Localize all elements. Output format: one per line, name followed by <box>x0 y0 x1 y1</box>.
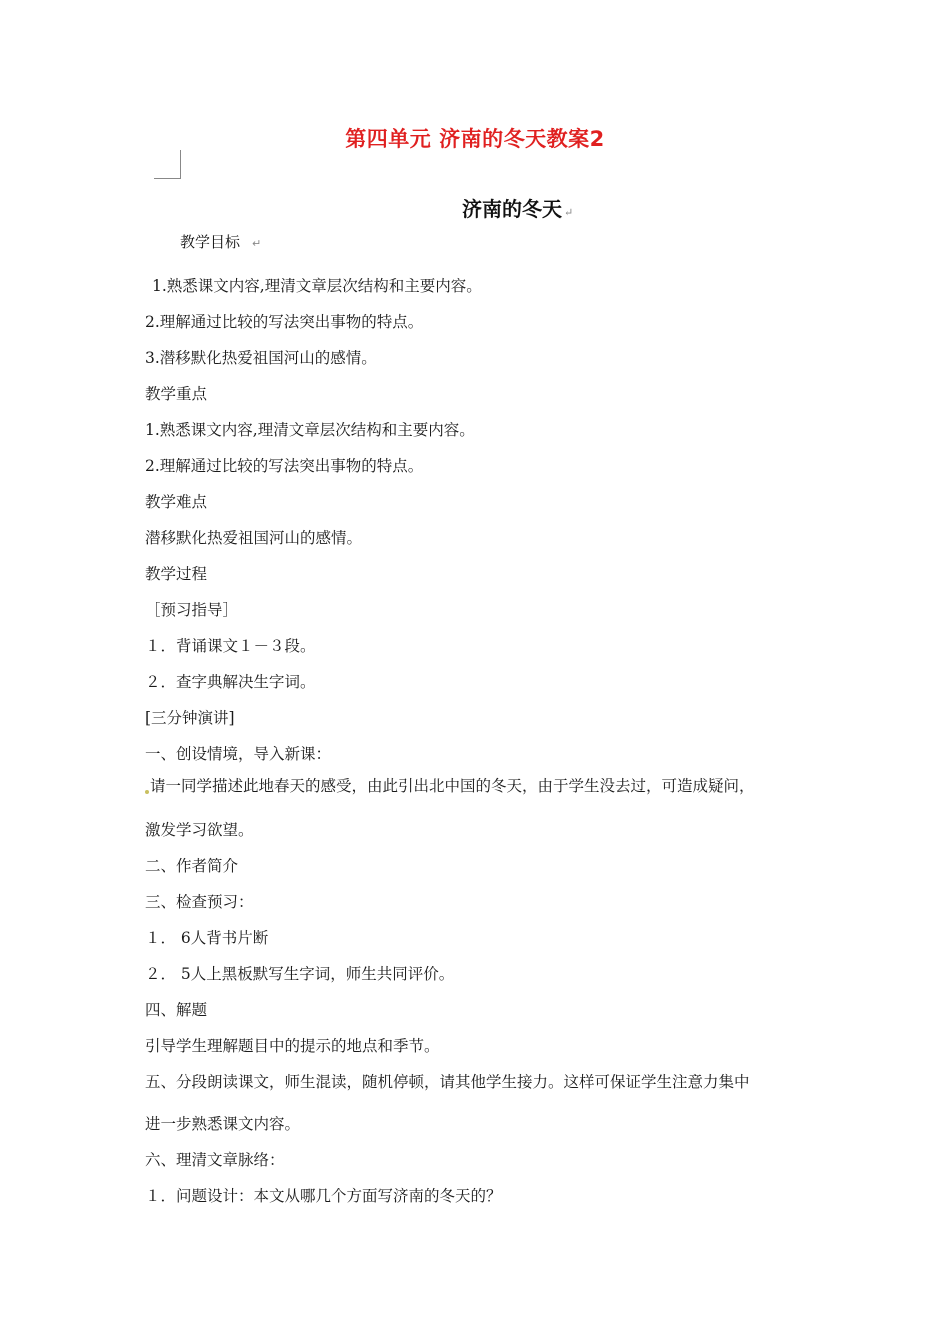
section-3-heading: 三、检查预习： <box>145 893 254 911</box>
page-corner-mark <box>154 150 181 179</box>
difficulty-heading: 教学难点 <box>145 493 208 511</box>
preview-item-1: １．背诵课文１－３段。 <box>145 637 316 655</box>
lesson-subtitle-text: 济南的冬天 <box>462 197 562 221</box>
edit-mark-icon <box>145 790 149 794</box>
objective-line-1: 1.熟悉课文内容,理清文章层次结构和主要内容。 <box>152 277 482 295</box>
section-6-item-1: １．问题设计：本文从哪几个方面写济南的冬天的？ <box>145 1187 502 1205</box>
paragraph-mark-icon: ↵ <box>252 237 262 250</box>
lesson-subtitle <box>462 193 573 222</box>
section-6-heading: 六、理清文章脉络： <box>145 1151 285 1169</box>
section-4-heading: 四、解题 <box>145 1001 208 1019</box>
section-3-item-1: １． 6人背书片断 <box>145 929 269 947</box>
objective-line-2: 2.理解通过比较的写法突出事物的特点。 <box>145 313 424 331</box>
section-1-line-1-text: 请一同学描述此地春天的感受，由此引出北中国的冬天，由于学生没去过，可造成疑问， <box>150 777 755 795</box>
objectives-heading <box>180 231 261 252</box>
section-1-heading: 一、创设情境，导入新课： <box>145 745 332 763</box>
process-heading: 教学过程 <box>145 565 208 583</box>
key-point-line-1: 1.熟悉课文内容,理清文章层次结构和主要内容。 <box>145 421 475 439</box>
section-1-line-1 <box>145 776 755 796</box>
section-1-line-2: 激发学习欲望。 <box>145 821 254 839</box>
key-points-heading: 教学重点 <box>145 385 208 403</box>
difficulty-line: 潜移默化热爱祖国河山的感情。 <box>145 529 363 547</box>
section-5-line-1: 五、分段朗读课文，师生混读，随机停顿，请其他学生接力。这样可保证学生注意力集中 <box>145 1073 750 1091</box>
objectives-heading-text: 教学目标 <box>180 233 241 251</box>
preview-guide-heading: ［预习指导］ <box>145 601 239 619</box>
section-2-heading: 二、作者简介 <box>145 857 239 875</box>
objective-line-3: 3.潜移默化热爱祖国河山的感情。 <box>145 349 377 367</box>
section-4-line: 引导学生理解题目中的提示的地点和季节。 <box>145 1037 440 1055</box>
document-title: 第四单元 济南的冬天教案2 <box>345 127 605 151</box>
paragraph-mark-icon: ↵ <box>564 206 574 219</box>
speech-heading: [三分钟演讲] <box>145 709 235 727</box>
key-point-line-2: 2.理解通过比较的写法突出事物的特点。 <box>145 457 424 475</box>
section-5-line-2: 进一步熟悉课文内容。 <box>145 1115 301 1133</box>
preview-item-2: ２．查字典解决生字词。 <box>145 673 316 691</box>
section-3-item-2: ２． 5人上黑板默写生字词，师生共同评价。 <box>145 965 455 983</box>
